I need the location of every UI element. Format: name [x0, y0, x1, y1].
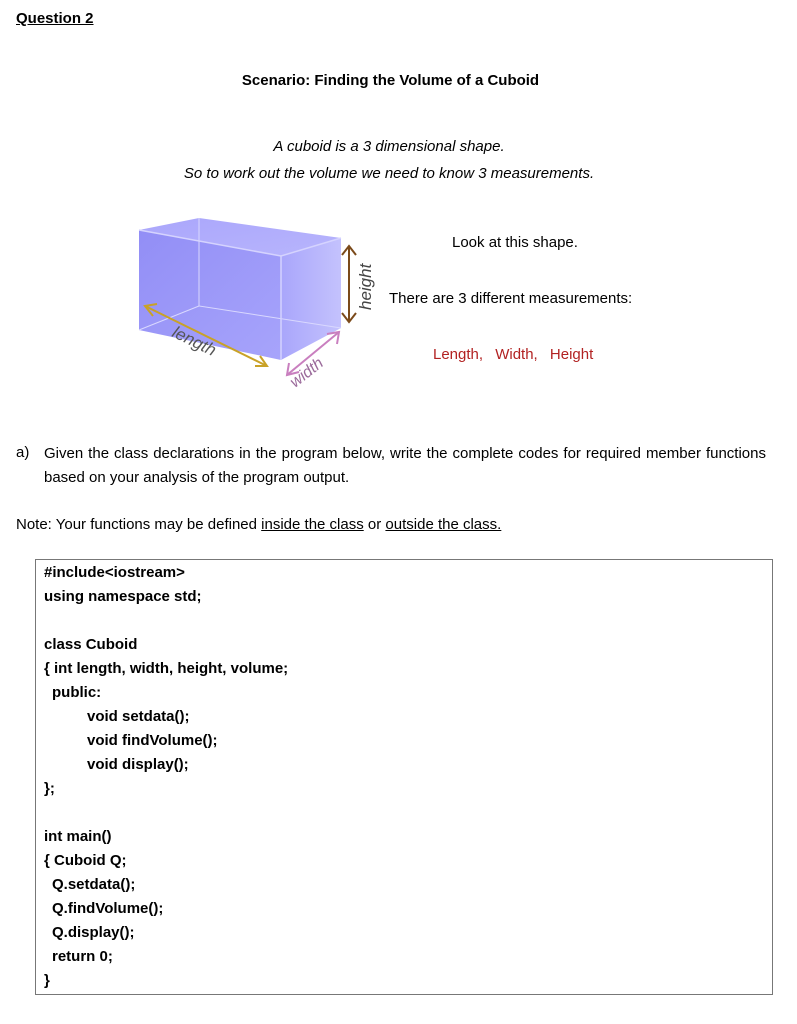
note-inside: inside the class: [261, 516, 364, 533]
measurement-height: Height: [549, 346, 594, 363]
code-line: int main(): [44, 828, 112, 845]
code-line: using namespace std;: [44, 588, 202, 605]
code-line: Q.display();: [52, 924, 135, 941]
code-line: Q.findVolume();: [52, 900, 164, 917]
cuboid-figure: [133, 210, 373, 390]
intro-line-1: A cuboid is a 3 dimensional shape.: [273, 138, 505, 155]
scenario-title: Scenario: Finding the Volume of a Cuboid: [241, 72, 540, 89]
code-line: Q.setdata();: [52, 876, 136, 893]
height-arrow: [342, 246, 356, 322]
measurement-list: [433, 346, 601, 363]
note-or: or: [363, 516, 386, 533]
code-box: [35, 559, 773, 995]
code-line: }: [44, 972, 50, 989]
code-line: void findVolume();: [87, 732, 218, 749]
look-text: Look at this shape.: [452, 234, 578, 251]
code-line: { int length, width, height, volume;: [44, 660, 289, 677]
note-outside: outside the class.: [385, 516, 502, 533]
part-a-text: Given the class declarations in the program below, write the complete codes for required member functions based on your analysis of the program output.: [44, 445, 766, 486]
code-line: };: [44, 780, 55, 797]
code-line: return 0;: [52, 948, 113, 965]
code-line: public:: [52, 684, 102, 701]
note-prefix: Note: Your functions may be defined: [16, 516, 262, 533]
cuboid-side-face: [281, 238, 341, 360]
measurement-length: Length,: [433, 346, 484, 363]
intro-line-2: So to work out the volume we need to know 3 measurements.: [183, 165, 595, 182]
code-line: void setdata();: [87, 708, 190, 725]
measurement-width: Width,: [495, 346, 538, 363]
height-label: height: [356, 263, 375, 310]
part-a-label: a): [16, 444, 30, 461]
width-label: width: [286, 354, 327, 392]
code-line: void display();: [87, 756, 189, 773]
note: [16, 516, 501, 533]
code-line: #include<iostream>: [44, 564, 185, 581]
question-title: Question 2: [16, 10, 94, 27]
code-line: { Cuboid Q;: [44, 852, 127, 869]
length-label: length: [169, 322, 220, 360]
measurements-text: There are 3 different measurements:: [389, 290, 633, 307]
code-line: class Cuboid: [44, 636, 138, 653]
